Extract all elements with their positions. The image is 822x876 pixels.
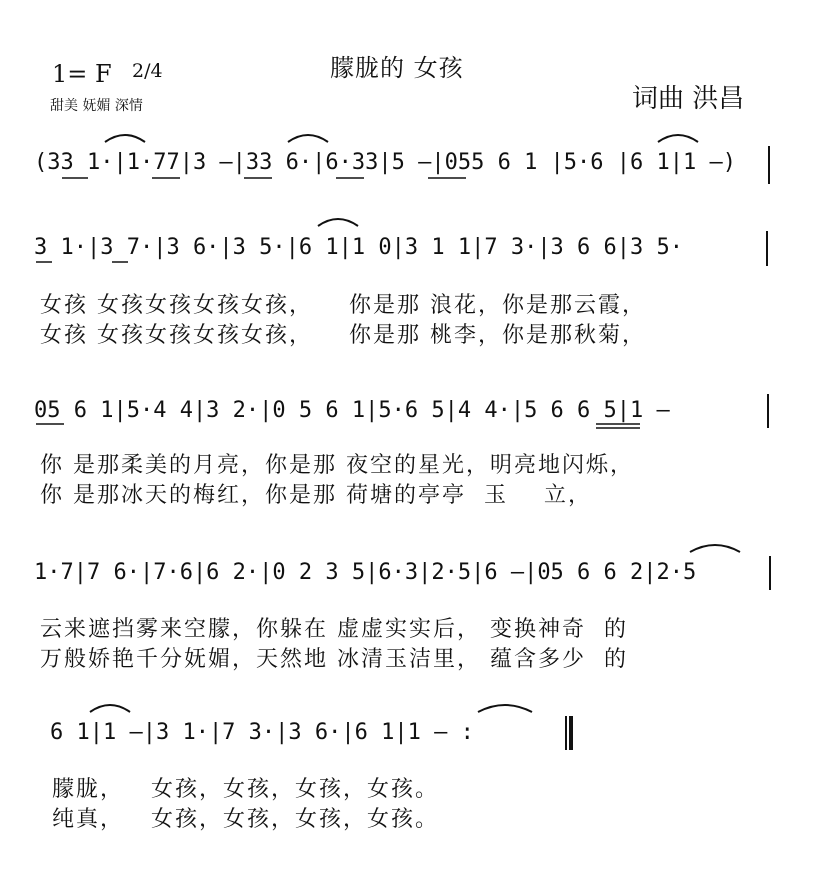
- lyric-row-5-verse-1: 朦胧， 女孩，女孩，女孩，女孩。: [52, 777, 439, 802]
- tie-arc: [478, 705, 532, 712]
- lyric-row-2-verse-2: 女孩 女孩女孩女孩女孩， 你是那 桃李，你是那秋菊，: [40, 323, 646, 348]
- tie-arc: [318, 219, 358, 226]
- lyric-row-2-verse-1: 女孩 女孩女孩女孩女孩， 你是那 浪花，你是那云霞，: [40, 293, 646, 318]
- notation-row-1: (33 1·|1·77|3 —|33 6·|6·33|5 —|055 6 1 |5·6 |6 1|1 —): [34, 150, 736, 175]
- notation-row-2: 3 1·|3 7·|3 6·|3 5·|6 1|1 0|3 1 1|7 3·|3 6 6|3 5·: [34, 235, 684, 260]
- lyric-row-3-verse-2: 你 是那冰天的梅红，你是那 荷塘的亭亭 玉 立，: [40, 483, 592, 508]
- notation-row-4: 1·7|7 6·|7·6|6 2·|0 2 3 5|6·3|2·5|6 —|05 6 6 2|2·5: [34, 560, 697, 585]
- tie-arc: [288, 135, 328, 142]
- lyric-row-5-verse-2: 纯真， 女孩，女孩，女孩，女孩。: [52, 807, 439, 832]
- song-title: 朦胧的 女孩: [330, 54, 464, 82]
- expression-marking: 甜美 妩媚 深情: [50, 98, 143, 114]
- lyric-row-4-verse-2: 万般娇艳千分妩媚，天然地 冰清玉洁里， 蕴含多少 的: [40, 647, 628, 672]
- time-signature: 2/4: [132, 60, 163, 82]
- composer-credit: 词曲 洪昌: [632, 84, 745, 114]
- tie-arc: [105, 135, 145, 142]
- tie-arc: [690, 545, 740, 552]
- lyric-row-4-verse-1: 云来遮挡雾来空朦，你躲在 虚虚实实后， 变换神奇 的: [40, 617, 628, 642]
- tie-arc: [90, 705, 130, 712]
- lyric-row-3-verse-1: 你 是那柔美的月亮，你是那 夜空的星光，明亮地闪烁，: [40, 453, 634, 478]
- notation-row-5: 6 1|1 —|3 1·|7 3·|3 6·|6 1|1 — :: [50, 720, 474, 745]
- key-signature: 1= F: [52, 60, 112, 88]
- tie-arc: [658, 135, 698, 142]
- notation-row-3: 05 6 1|5·4 4|3 2·|0 5 6 1|5·6 5|4 4·|5 6 6 5|1 —: [34, 398, 670, 423]
